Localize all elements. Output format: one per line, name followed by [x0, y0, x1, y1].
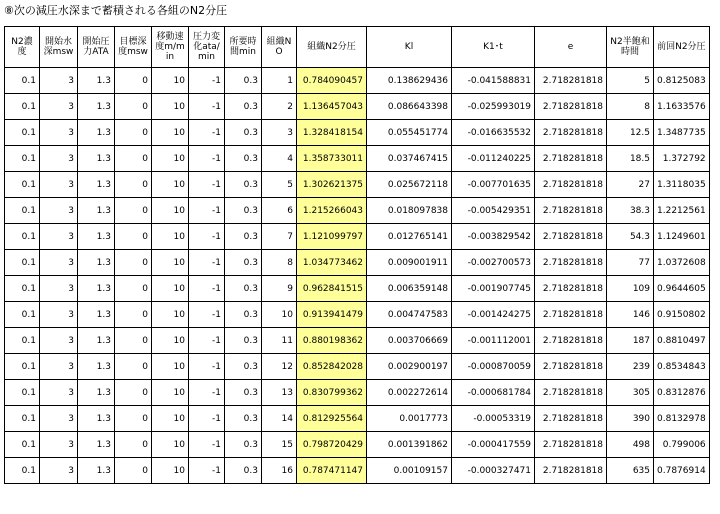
col-header-e: e — [535, 27, 607, 68]
table-cell: 77 — [607, 250, 654, 276]
table-cell: 0 — [115, 380, 152, 406]
table-cell: 1.3118035 — [654, 172, 710, 198]
table-cell: 0.3 — [225, 172, 262, 198]
table-cell: 2 — [262, 94, 297, 120]
table-cell: 1.3 — [78, 380, 115, 406]
table-cell: 1 — [262, 68, 297, 94]
table-cell: 1.3 — [78, 250, 115, 276]
table-cell: -1 — [189, 380, 225, 406]
table-cell: 0.830799362 — [297, 380, 367, 406]
table-cell: 10 — [152, 302, 189, 328]
table-cell: 305 — [607, 380, 654, 406]
table-cell: 0 — [115, 146, 152, 172]
table-cell: 2.718281818 — [535, 250, 607, 276]
table-cell: 8 — [262, 250, 297, 276]
table-cell: 1.3 — [78, 276, 115, 302]
n2-pressure-table — [4, 26, 710, 484]
table-cell: 1.3 — [78, 94, 115, 120]
table-cell: 0.3 — [225, 120, 262, 146]
table-cell: 0.3 — [225, 224, 262, 250]
table-cell: 12 — [262, 354, 297, 380]
table-cell: 2.718281818 — [535, 172, 607, 198]
table-cell: -0.041588831 — [452, 68, 535, 94]
table-row — [5, 432, 710, 458]
table-cell: 0.913941479 — [297, 302, 367, 328]
table-cell: 1.3 — [78, 198, 115, 224]
table-cell: 1.136457043 — [297, 94, 367, 120]
table-cell: 3 — [40, 172, 78, 198]
table-cell: 3 — [40, 406, 78, 432]
table-cell: 15 — [262, 432, 297, 458]
table-cell: 0.0017773 — [367, 406, 452, 432]
table-cell: 2.718281818 — [535, 458, 607, 484]
table-cell: 2.718281818 — [535, 406, 607, 432]
table-cell: 3 — [40, 302, 78, 328]
table-cell: 10 — [152, 198, 189, 224]
table-cell: 0.003706669 — [367, 328, 452, 354]
col-header-pressure-change: 圧力変化ata/min — [189, 27, 225, 68]
table-cell: 0.3 — [225, 328, 262, 354]
table-cell: -1 — [189, 172, 225, 198]
table-cell: 0.018097838 — [367, 198, 452, 224]
table-cell: 10 — [152, 68, 189, 94]
table-cell: 0.009001911 — [367, 250, 452, 276]
table-cell: 0.012765141 — [367, 224, 452, 250]
table-cell: 14 — [262, 406, 297, 432]
table-cell: 2.718281818 — [535, 302, 607, 328]
table-cell: 3 — [40, 120, 78, 146]
table-cell: 1.0372608 — [654, 250, 710, 276]
table-cell: -1 — [189, 406, 225, 432]
table-cell: -1 — [189, 94, 225, 120]
table-cell: 0.1 — [5, 172, 40, 198]
table-cell: -1 — [189, 120, 225, 146]
table-cell: -1 — [189, 432, 225, 458]
table-cell: 7 — [262, 224, 297, 250]
table-cell: 0.1 — [5, 250, 40, 276]
table-cell: 3 — [40, 328, 78, 354]
table-cell: 0.3 — [225, 250, 262, 276]
table-cell: 6 — [262, 198, 297, 224]
col-header-n2-concentration: N2濃度 — [5, 27, 40, 68]
col-header-tissue-no: 組織NO — [262, 27, 297, 68]
table-row — [5, 328, 710, 354]
table-cell: 1.3 — [78, 432, 115, 458]
table-cell: 3 — [40, 94, 78, 120]
table-cell: 10 — [262, 302, 297, 328]
table-cell: 0.9150802 — [654, 302, 710, 328]
table-cell: 0.025672118 — [367, 172, 452, 198]
table-cell: 10 — [152, 94, 189, 120]
table-cell: 38.3 — [607, 198, 654, 224]
table-cell: 1.328418154 — [297, 120, 367, 146]
table-cell: -0.007701635 — [452, 172, 535, 198]
table-cell: 0.1 — [5, 198, 40, 224]
table-cell: 0.001391862 — [367, 432, 452, 458]
table-cell: 2.718281818 — [535, 354, 607, 380]
table-cell: 0.055451774 — [367, 120, 452, 146]
table-cell: -1 — [189, 354, 225, 380]
table-cell: 0.8810497 — [654, 328, 710, 354]
table-cell: 5 — [607, 68, 654, 94]
table-cell: 1.1633576 — [654, 94, 710, 120]
table-cell: -1 — [189, 458, 225, 484]
table-row — [5, 198, 710, 224]
table-cell: 3 — [262, 120, 297, 146]
table-row — [5, 94, 710, 120]
table-cell: 0.086643398 — [367, 94, 452, 120]
table-cell: 10 — [152, 328, 189, 354]
col-header-kl: Kl — [367, 27, 452, 68]
table-cell: 0.3 — [225, 354, 262, 380]
table-cell: 1.3 — [78, 328, 115, 354]
table-cell: 0.8125083 — [654, 68, 710, 94]
table-row — [5, 302, 710, 328]
col-header-previous-n2: 前回N2分圧 — [654, 27, 710, 68]
table-cell: 0.1 — [5, 406, 40, 432]
table-cell: 1.3 — [78, 224, 115, 250]
table-cell: 0.799006 — [654, 432, 710, 458]
table-cell: -1 — [189, 302, 225, 328]
table-cell: 10 — [152, 406, 189, 432]
table-cell: 12.5 — [607, 120, 654, 146]
table-cell: 1.1249601 — [654, 224, 710, 250]
table-cell: -0.005429351 — [452, 198, 535, 224]
table-cell: 27 — [607, 172, 654, 198]
table-cell: 4 — [262, 146, 297, 172]
table-cell: -0.002700573 — [452, 250, 535, 276]
table-cell: 8 — [607, 94, 654, 120]
table-cell: 2.718281818 — [535, 224, 607, 250]
table-cell: 0.8534843 — [654, 354, 710, 380]
table-cell: 0.1 — [5, 146, 40, 172]
table-cell: 13 — [262, 380, 297, 406]
table-cell: 10 — [152, 380, 189, 406]
table-cell: 2.718281818 — [535, 68, 607, 94]
table-cell: 0.7876914 — [654, 458, 710, 484]
table-cell: 1.3 — [78, 68, 115, 94]
table-cell: 635 — [607, 458, 654, 484]
table-cell: 1.302621375 — [297, 172, 367, 198]
table-cell: 390 — [607, 406, 654, 432]
table-cell: 3 — [40, 380, 78, 406]
table-cell: 1.3 — [78, 146, 115, 172]
table-row — [5, 250, 710, 276]
table-cell: 0.1 — [5, 94, 40, 120]
table-cell: 0.3 — [225, 458, 262, 484]
table-row — [5, 354, 710, 380]
table-cell: 0.3 — [225, 276, 262, 302]
table-cell: 11 — [262, 328, 297, 354]
table-cell: 0.1 — [5, 354, 40, 380]
table-cell: 0 — [115, 68, 152, 94]
table-cell: 3 — [40, 276, 78, 302]
table-cell: 3 — [40, 146, 78, 172]
col-header-half-time: N2半飽和時間 — [607, 27, 654, 68]
table-cell: 0.1 — [5, 432, 40, 458]
table-cell: -0.000681784 — [452, 380, 535, 406]
table-cell: 0.798720429 — [297, 432, 367, 458]
col-header-move-speed: 移動速度m/min — [152, 27, 189, 68]
table-cell: 0.812925564 — [297, 406, 367, 432]
table-cell: 1.3 — [78, 120, 115, 146]
table-cell: 0.1 — [5, 224, 40, 250]
col-header-start-depth: 開始水深msw — [40, 27, 78, 68]
table-cell: 10 — [152, 120, 189, 146]
col-header-start-pressure: 開始圧力ATA — [78, 27, 115, 68]
table-cell: 16 — [262, 458, 297, 484]
table-cell: 0.3 — [225, 68, 262, 94]
table-cell: 10 — [152, 432, 189, 458]
page-title: ⑧次の減圧水深まで蓄積される各組のN2分圧 — [4, 4, 228, 17]
table-cell: -1 — [189, 250, 225, 276]
table-cell: 2.718281818 — [535, 380, 607, 406]
table-cell: 18.5 — [607, 146, 654, 172]
table-cell: 10 — [152, 354, 189, 380]
table-cell: 10 — [152, 250, 189, 276]
table-cell: 187 — [607, 328, 654, 354]
table-body — [5, 68, 710, 484]
table-row — [5, 146, 710, 172]
table-cell: 3 — [40, 458, 78, 484]
table-cell: 0.962841515 — [297, 276, 367, 302]
table-cell: 3 — [40, 354, 78, 380]
table-cell: 0 — [115, 172, 152, 198]
table-cell: 0 — [115, 276, 152, 302]
table-cell: 1.3487735 — [654, 120, 710, 146]
table-cell: 0.3 — [225, 406, 262, 432]
table-cell: -0.001112001 — [452, 328, 535, 354]
table-cell: 0.8132978 — [654, 406, 710, 432]
table-row — [5, 380, 710, 406]
table-cell: 2.718281818 — [535, 328, 607, 354]
table-cell: 0.9644605 — [654, 276, 710, 302]
table-cell: 498 — [607, 432, 654, 458]
table-cell: 2.718281818 — [535, 94, 607, 120]
table-cell: 1.372792 — [654, 146, 710, 172]
table-cell: -0.003829542 — [452, 224, 535, 250]
table-cell: 0.852842028 — [297, 354, 367, 380]
table-cell: 0 — [115, 302, 152, 328]
table-cell: 0 — [115, 458, 152, 484]
table-cell: -0.016635532 — [452, 120, 535, 146]
table-cell: 0.3 — [225, 146, 262, 172]
table-cell: 0 — [115, 406, 152, 432]
table-cell: 1.2212561 — [654, 198, 710, 224]
col-header-tissue-n2-pressure: 組織N2分圧 — [297, 27, 367, 68]
table-cell: 0.1 — [5, 380, 40, 406]
table-cell: 0 — [115, 224, 152, 250]
table-cell: -0.000417559 — [452, 432, 535, 458]
table-cell: 1.215266043 — [297, 198, 367, 224]
table-cell: 10 — [152, 146, 189, 172]
table-cell: 10 — [152, 458, 189, 484]
table-cell: 0.00109157 — [367, 458, 452, 484]
table-cell: 2.718281818 — [535, 198, 607, 224]
table-cell: 239 — [607, 354, 654, 380]
table-cell: 0.002272614 — [367, 380, 452, 406]
table-cell: 0.8312876 — [654, 380, 710, 406]
table-cell: 0 — [115, 198, 152, 224]
table-cell: 9 — [262, 276, 297, 302]
table-row — [5, 120, 710, 146]
col-header-required-time: 所要時間min — [225, 27, 262, 68]
table-cell: 0.787471147 — [297, 458, 367, 484]
table-cell: 1.3 — [78, 406, 115, 432]
col-header-k1t: K1･t — [452, 27, 535, 68]
table-cell: 1.3 — [78, 354, 115, 380]
table-cell: 2.718281818 — [535, 432, 607, 458]
table-row — [5, 458, 710, 484]
table-cell: -0.025993019 — [452, 94, 535, 120]
table-cell: -1 — [189, 328, 225, 354]
table-cell: -0.001907745 — [452, 276, 535, 302]
table-cell: 3 — [40, 432, 78, 458]
table-cell: 0 — [115, 354, 152, 380]
table-cell: 0.004747583 — [367, 302, 452, 328]
table-cell: 0 — [115, 432, 152, 458]
table-cell: 0 — [115, 250, 152, 276]
table-cell: 3 — [40, 250, 78, 276]
table-cell: 2.718281818 — [535, 120, 607, 146]
table-cell: 1.034773462 — [297, 250, 367, 276]
table-cell: 10 — [152, 276, 189, 302]
table-cell: 3 — [40, 224, 78, 250]
table-cell: 0.1 — [5, 458, 40, 484]
table-cell: -0.001424275 — [452, 302, 535, 328]
table-cell: 0.1 — [5, 68, 40, 94]
table-cell: 0.1 — [5, 328, 40, 354]
table-cell: 10 — [152, 172, 189, 198]
table-cell: 2.718281818 — [535, 276, 607, 302]
table-cell: 0.3 — [225, 198, 262, 224]
table-cell: 0.784090457 — [297, 68, 367, 94]
table-cell: -1 — [189, 276, 225, 302]
table-cell: 0.3 — [225, 432, 262, 458]
table-row — [5, 276, 710, 302]
table-cell: 0 — [115, 120, 152, 146]
table-cell: 0.3 — [225, 94, 262, 120]
table-cell: -0.000870059 — [452, 354, 535, 380]
table-cell: 0.037467415 — [367, 146, 452, 172]
table-cell: 3 — [40, 198, 78, 224]
table-row — [5, 224, 710, 250]
table-row — [5, 68, 710, 94]
table-cell: -0.00053319 — [452, 406, 535, 432]
table-cell: 0 — [115, 328, 152, 354]
table-cell: 1.358733011 — [297, 146, 367, 172]
table-cell: 2.718281818 — [535, 146, 607, 172]
table-cell: 1.3 — [78, 458, 115, 484]
table-cell: 0.006359148 — [367, 276, 452, 302]
table-row — [5, 406, 710, 432]
table-cell: -0.000327471 — [452, 458, 535, 484]
table-cell: 0.138629436 — [367, 68, 452, 94]
table-cell: 3 — [40, 68, 78, 94]
table-cell: 0.002900197 — [367, 354, 452, 380]
table-cell: 1.121099797 — [297, 224, 367, 250]
table-cell: 0.1 — [5, 276, 40, 302]
table-cell: 1.3 — [78, 302, 115, 328]
table-cell: -1 — [189, 146, 225, 172]
col-header-target-depth: 目標深度msw — [115, 27, 152, 68]
table-cell: -1 — [189, 68, 225, 94]
table-cell: 10 — [152, 224, 189, 250]
table-cell: 146 — [607, 302, 654, 328]
table-cell: -1 — [189, 224, 225, 250]
table-cell: 1.3 — [78, 172, 115, 198]
table-cell: 0.880198362 — [297, 328, 367, 354]
table-cell: 109 — [607, 276, 654, 302]
table-cell: 0.3 — [225, 302, 262, 328]
table-cell: 0.3 — [225, 380, 262, 406]
table-cell: -0.011240225 — [452, 146, 535, 172]
table-row — [5, 172, 710, 198]
table-cell: -1 — [189, 198, 225, 224]
header-row — [5, 27, 710, 68]
table-cell: 5 — [262, 172, 297, 198]
table-cell: 54.3 — [607, 224, 654, 250]
table-cell: 0.1 — [5, 302, 40, 328]
table-cell: 0.1 — [5, 120, 40, 146]
table-cell: 0 — [115, 94, 152, 120]
